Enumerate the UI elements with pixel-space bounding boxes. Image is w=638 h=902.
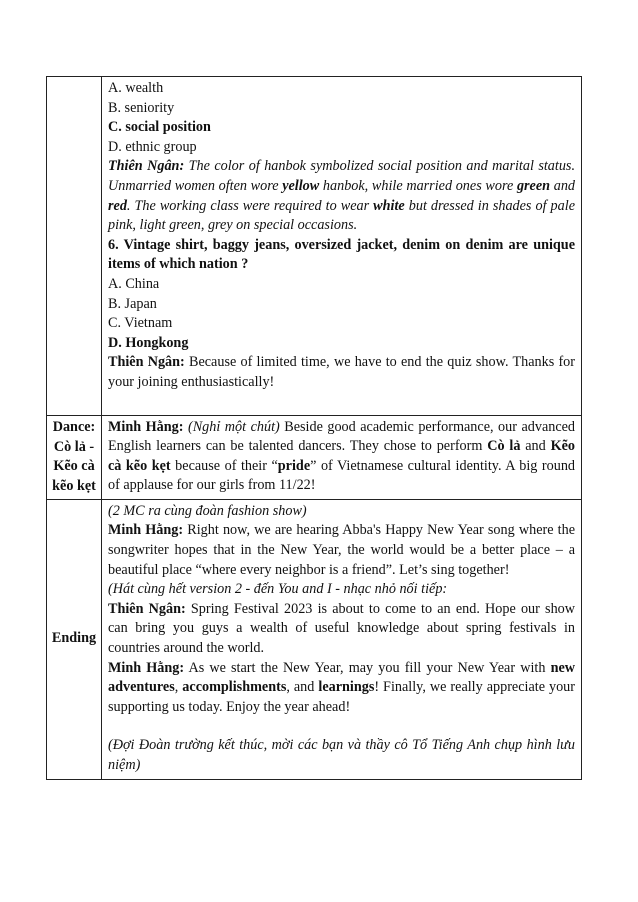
q6-option-c: C. Vietnam (108, 315, 173, 332)
row-label-empty (47, 77, 102, 416)
q6-answer-d: D. Hongkong (108, 334, 189, 351)
q6-option-a: A. China (108, 275, 160, 292)
question-6: 6. Vintage shirt, baggy jeans, oversized jacket, denim on denim are unique items of which nation ? (108, 236, 575, 273)
stage-direction: (Đợi Đoàn trường kết thúc, mời các bạn và thầy cô Tổ Tiếng Anh chụp hình lưu niệm) (108, 737, 575, 773)
spacer (108, 717, 575, 736)
dance-paragraph: Minh Hằng: (Nghỉ một chút) Beside good academic performance, our advanced English learners can be talented dancers. They chose to perform Cò lả and Kẽo cà kẽo kẹt because of their “pride” of Vietnamese cultural identity. A big round of applause for our girls from 11/22! (108, 418, 576, 494)
speaker-name: Minh Hằng: (108, 418, 184, 435)
table-row (47, 77, 582, 416)
option-a: A. wealth (108, 80, 164, 96)
ending-paragraph-1: Minh Hằng: Right now, we are hearing Abba's Happy New Year song where the songwriter hopes that in the New Year, the world would be a better place – a beautiful place “where every neighbor is a friend”. Let’s sing together! (108, 522, 575, 578)
speaker-name: Thiên Ngân: (108, 600, 186, 617)
option-b: B. seniority (108, 99, 175, 116)
table-row (47, 415, 582, 499)
dance-content-cell (102, 415, 582, 499)
option-d: D. ethnic group (108, 138, 197, 155)
ending-paragraph-3: Minh Hằng: As we start the New Year, may you fill your New Year with new adventures, accomplishments, and learnings! Finally, we really appreciate your supporting us today. Enjoy the year ahead! (108, 659, 576, 715)
row-label-dance: Dance: Cò lả - Kẽo cà kẽo kẹt (47, 415, 102, 499)
q6-option-b: B. Japan (108, 295, 157, 312)
speaker-name: Thiên Ngân: (108, 354, 185, 371)
ending-paragraph-2: Thiên Ngân: Spring Festival 2023 is about to come to an end. Hope our show can bring you guys a wealth of useful knowledge about spring festivals in countries around the world. (108, 600, 576, 657)
script-table (46, 76, 582, 780)
speaker-name: Minh Hằng: (108, 522, 184, 539)
closing-paragraph: Thiên Ngân: Because of limited time, we have to end the quiz show. Thanks for your joining enthusiastically! (108, 354, 576, 390)
quiz-content-cell (102, 77, 582, 416)
stage-direction: (Hát cùng hết version 2 - đến You and I - nhạc nhỏ nối tiếp: (108, 581, 448, 598)
answer-c: C. social position (108, 119, 211, 136)
table-row (47, 499, 582, 779)
ending-content-cell (102, 499, 582, 779)
speaker-name: Thiên Ngân: (108, 158, 185, 175)
row-label-ending: Ending (47, 499, 102, 779)
spacer (108, 393, 575, 412)
speaker-name: Minh Hằng: (108, 659, 185, 676)
explanation-paragraph: Thiên Ngân: The color of hanbok symbolized social position and marital status. Unmarried women often wore yellow hanbok, while married ones wore green and red. The working class were required to wear white but dressed in shades of pale pink, light green, grey on special occasions. (108, 158, 576, 234)
stage-direction: (Nghỉ một chút) (187, 418, 280, 435)
stage-direction: (2 MC ra cùng đoàn fashion show) (108, 502, 307, 519)
